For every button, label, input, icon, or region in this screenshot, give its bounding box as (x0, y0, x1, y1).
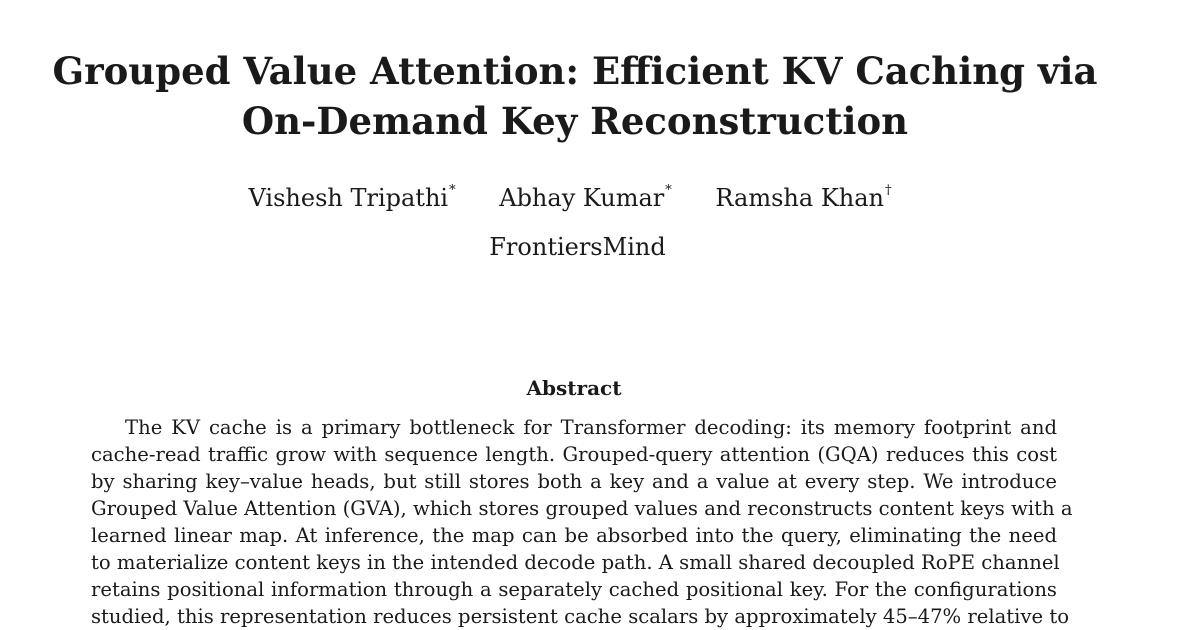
title-line-1: Grouped Value Attention: Efficient KV Caching via (52, 49, 1098, 93)
title-line-2: On-Demand Key Reconstruction (241, 99, 909, 143)
author-name: Vishesh Tripathi (248, 184, 449, 212)
abstract-line: The KV cache is a primary bottleneck for Transformer decoding: its memory footprint and (125, 416, 1057, 439)
abstract-line: cache-read traffic grow with sequence length. Grouped-query attention (GQA) reduces this cost (91, 443, 1057, 466)
author-name: Abhay Kumar (499, 184, 665, 212)
abstract-line: Grouped Value Attention (GVA), which stores grouped values and reconstructs content keys with a (91, 497, 1073, 520)
abstract-line: learned linear map. At inference, the map can be absorbed into the query, eliminating the need (91, 524, 1057, 547)
author-mark: * (449, 183, 456, 198)
paper-title (0, 46, 1150, 146)
author-name: Ramsha Khan (715, 184, 884, 212)
abstract-heading: Abstract (526, 376, 622, 400)
abstract-line: by sharing key–value heads, but still stores both a key and a value at every step. We introduce (91, 470, 1057, 493)
author-mark: † (884, 183, 892, 198)
author (715, 174, 891, 215)
abstract-text (91, 414, 1073, 630)
author (499, 174, 672, 215)
abstract-line: retains positional information through a separately cached positional key. For the configurations (91, 578, 1057, 601)
author-mark: * (665, 183, 672, 198)
affiliation: FrontiersMind (489, 233, 666, 261)
abstract-line: to materialize content keys in the intended decode path. A small shared decoupled RoPE channel (91, 551, 1060, 574)
abstract-line: studied, this representation reduces persistent cache scalars by approximately 45–47% relative to (91, 605, 1070, 628)
author (249, 174, 456, 215)
author-list (0, 174, 1140, 215)
